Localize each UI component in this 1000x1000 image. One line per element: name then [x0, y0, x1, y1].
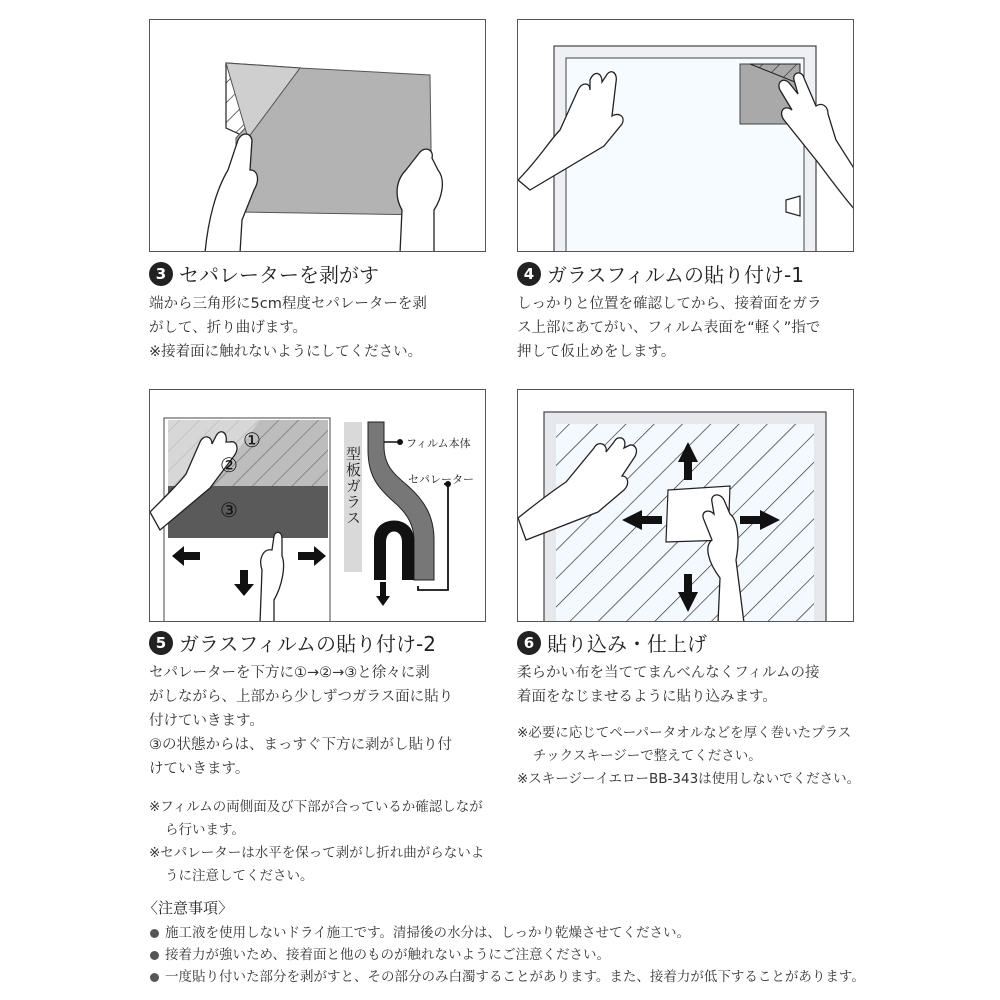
marker-3: ③ [220, 498, 238, 522]
step5-line: けていきます。 [149, 761, 250, 777]
step4-figure [518, 20, 854, 252]
label-film-body: フィルム本体 [406, 437, 471, 450]
step4-line: しっかりと位置を確認してから、接着面をガラ [517, 296, 822, 312]
step3-title [149, 259, 379, 288]
step5-line: セパレーターを下方に①→②→③と徐々に剥 [149, 665, 430, 681]
caution-item-text: 一度貼り付いた部分を剥がすと、その部分のみ白濁することがあります。また、接着力が低下することがあります。 [165, 969, 865, 985]
bullet-icon [150, 929, 159, 938]
step5-figure [150, 390, 486, 622]
step5-line: ③の状態からは、まっすぐ下方に剥がし貼り付 [149, 737, 452, 753]
step4-line: 押して仮止めをします。 [517, 344, 676, 360]
step3-line: がして、折り曲げます。 [149, 320, 308, 336]
step3-line: ※接着面に触れないようにしてください。 [149, 344, 423, 360]
step4-title [517, 259, 804, 288]
caution-item [150, 966, 865, 988]
step6-title-text: 貼り込み・仕上げ [547, 632, 707, 656]
step5-illustration [149, 389, 486, 622]
marker-1: ① [243, 428, 261, 452]
step3-description [149, 292, 427, 364]
step6-figure [518, 390, 854, 622]
caution-list [150, 922, 865, 988]
caution-item [150, 922, 865, 944]
step6-notes [517, 722, 862, 791]
step4-line: ス上部にあてがい、フィルム表面を“軽く”指で [517, 320, 821, 336]
bullet-icon [150, 973, 159, 982]
step6-number: 6 [517, 631, 541, 655]
step5-note: ※セパレーターは水平を保って剥がし折れ曲がらないように注意してください。 [149, 845, 485, 884]
step5-note: ※フィルムの両側面及び下部が合っているか確認しながら行います。 [149, 799, 483, 838]
step5-title [149, 628, 436, 657]
step6-line: 着面をなじませるように貼り込みます。 [517, 689, 777, 705]
step6-note: ※必要に応じてペーパータオルなどを厚く巻いたプラスチックスキージーで整えてください。 [517, 725, 852, 764]
step4-title-text: ガラスフィルムの貼り付け-1 [547, 263, 804, 287]
caution-item [150, 944, 865, 966]
bullet-icon [150, 951, 159, 960]
step5-notes [149, 796, 489, 888]
step5-line: がしながら、上部から少しずつガラス面に貼り [149, 689, 454, 705]
step4-number: 4 [517, 262, 541, 286]
step4-illustration [517, 19, 854, 252]
step3-title-text: セパレーターを剥がす [179, 263, 379, 287]
marker-2: ② [220, 453, 238, 477]
step5-line: 付けていきます。 [149, 713, 264, 729]
step3-line: 端から三角形に5cm程度セパレーターを剥 [149, 296, 427, 312]
step6-illustration [517, 389, 854, 622]
step5-number: 5 [149, 631, 173, 655]
step6-line: 柔らかい布を当ててまんべんなくフィルムの接 [517, 665, 820, 681]
step6-description [517, 661, 819, 709]
step3-illustration [149, 19, 486, 252]
caution-item-text: 施工液を使用しないドライ施工です。清掃後の水分は、しっかり乾燥させてください。 [165, 925, 691, 941]
step3-number: 3 [149, 262, 173, 286]
label-figured-glass: 型板ガラス [344, 446, 362, 526]
step3-figure [150, 20, 486, 252]
caution-heading: 〈注意事項〉 [143, 899, 234, 917]
step6-note: ※スキージーイエローBB-343は使用しないでください。 [517, 771, 861, 787]
step5-title-text: ガラスフィルムの貼り付け-2 [179, 632, 436, 656]
label-separator: セパレーター [408, 473, 474, 486]
step6-title [517, 628, 707, 657]
caution-item-text: 接着力が強いため、接着面と他のものが触れないようにご注意ください。 [165, 947, 610, 963]
step5-description [149, 661, 453, 781]
step4-description [517, 292, 822, 364]
